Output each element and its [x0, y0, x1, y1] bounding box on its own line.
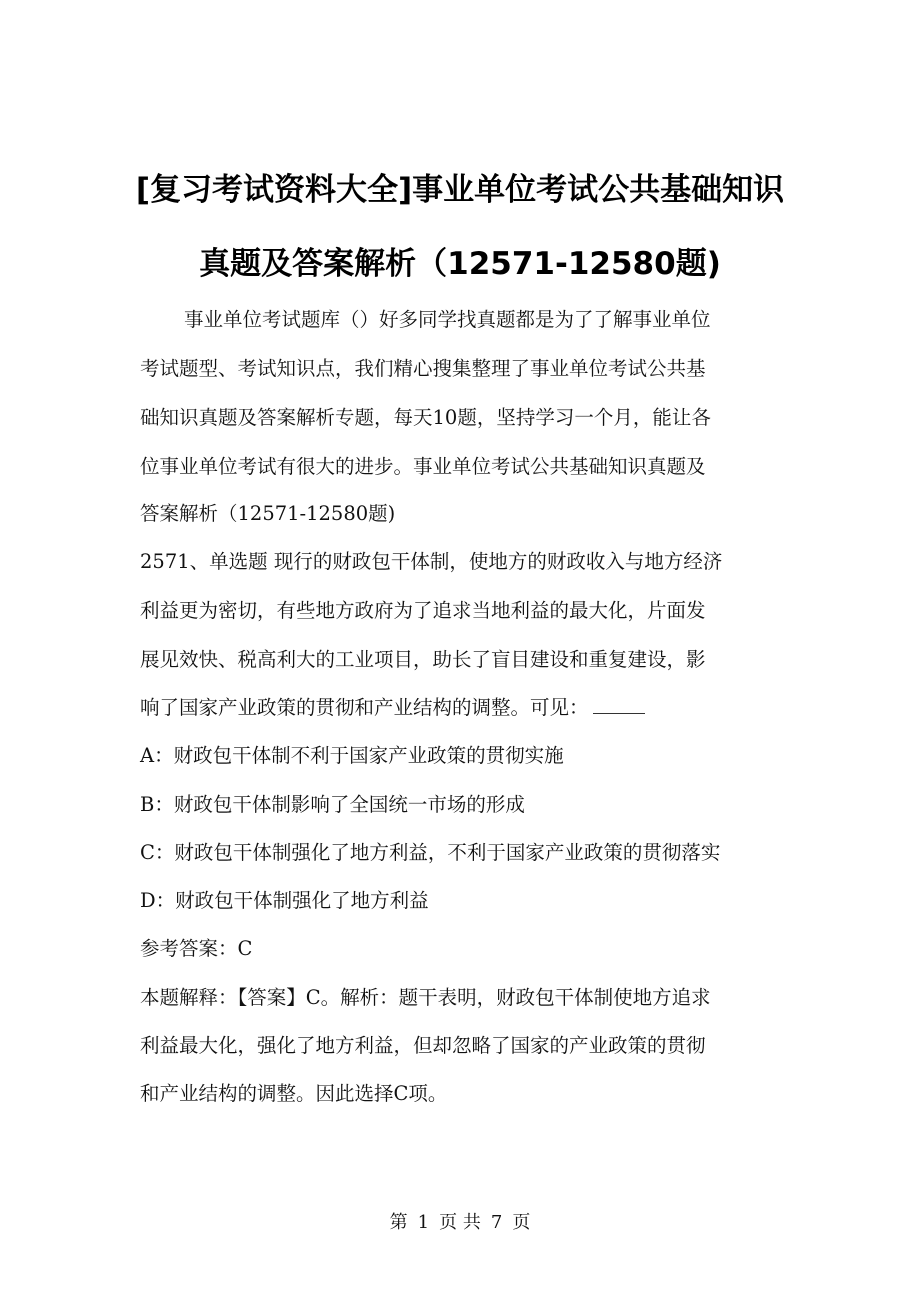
- question-stem-last-line: [140, 694, 645, 722]
- explanation-line: 利益最大化，强化了地方利益，但却忽略了国家的产业政策的贯彻: [140, 1034, 706, 1057]
- footer-middle: 页 共: [439, 1212, 481, 1233]
- answer-blank: [593, 699, 645, 714]
- intro-line: 位事业单位考试有很大的进步。事业单位考试公共基础知识真题及: [140, 455, 706, 478]
- explanation-line: 和产业结构的调整。因此选择C项。: [140, 1082, 448, 1105]
- intro-line: 考试题型、考试知识点，我们精心搜集整理了事业单位考试公共基: [140, 357, 706, 380]
- intro-line: 事业单位考试题库（）好多同学找真题都是为了了解事业单位: [184, 308, 711, 331]
- page-footer: [0, 1208, 920, 1234]
- document-title-line-1: [复习考试资料大全]事业单位考试公共基础知识: [135, 172, 785, 208]
- intro-line: 答案解析（12571-12580题): [140, 502, 396, 525]
- option-b: B：财政包干体制影响了全国统一市场的形成: [140, 793, 525, 816]
- footer-prefix: 第: [389, 1212, 408, 1233]
- total-page-count: 7: [490, 1212, 503, 1233]
- option-d: D：财政包干体制强化了地方利益: [140, 889, 429, 912]
- question-stem-line: 展见效快、税高利大的工业项目，助长了盲目建设和重复建设，影: [140, 648, 706, 671]
- document-title-line-2: 真题及答案解析（12571-12580题): [199, 246, 721, 282]
- explanation-line: 本题解释：【答案】C。解析：题干表明，财政包干体制使地方追求: [140, 986, 711, 1009]
- option-c: C：财政包干体制强化了地方利益，不利于国家产业政策的贯彻落实: [140, 841, 721, 864]
- question-stem-line: 利益更为密切，有些地方政府为了追求当地利益的最大化，片面发: [140, 599, 706, 622]
- intro-line: 础知识真题及答案解析专题，每天10题，坚持学习一个月，能让各: [140, 406, 711, 429]
- question-stem-line: 2571、单选题 现行的财政包干体制，使地方的财政收入与地方经济: [140, 550, 723, 573]
- reference-answer: 参考答案：C: [140, 937, 253, 960]
- footer-suffix: 页: [512, 1212, 531, 1233]
- current-page-number: 1: [417, 1212, 430, 1233]
- option-a: A：财政包干体制不利于国家产业政策的贯彻实施: [140, 744, 564, 767]
- question-stem-line: 响了国家产业政策的贯彻和产业结构的调整。可见：: [140, 696, 589, 719]
